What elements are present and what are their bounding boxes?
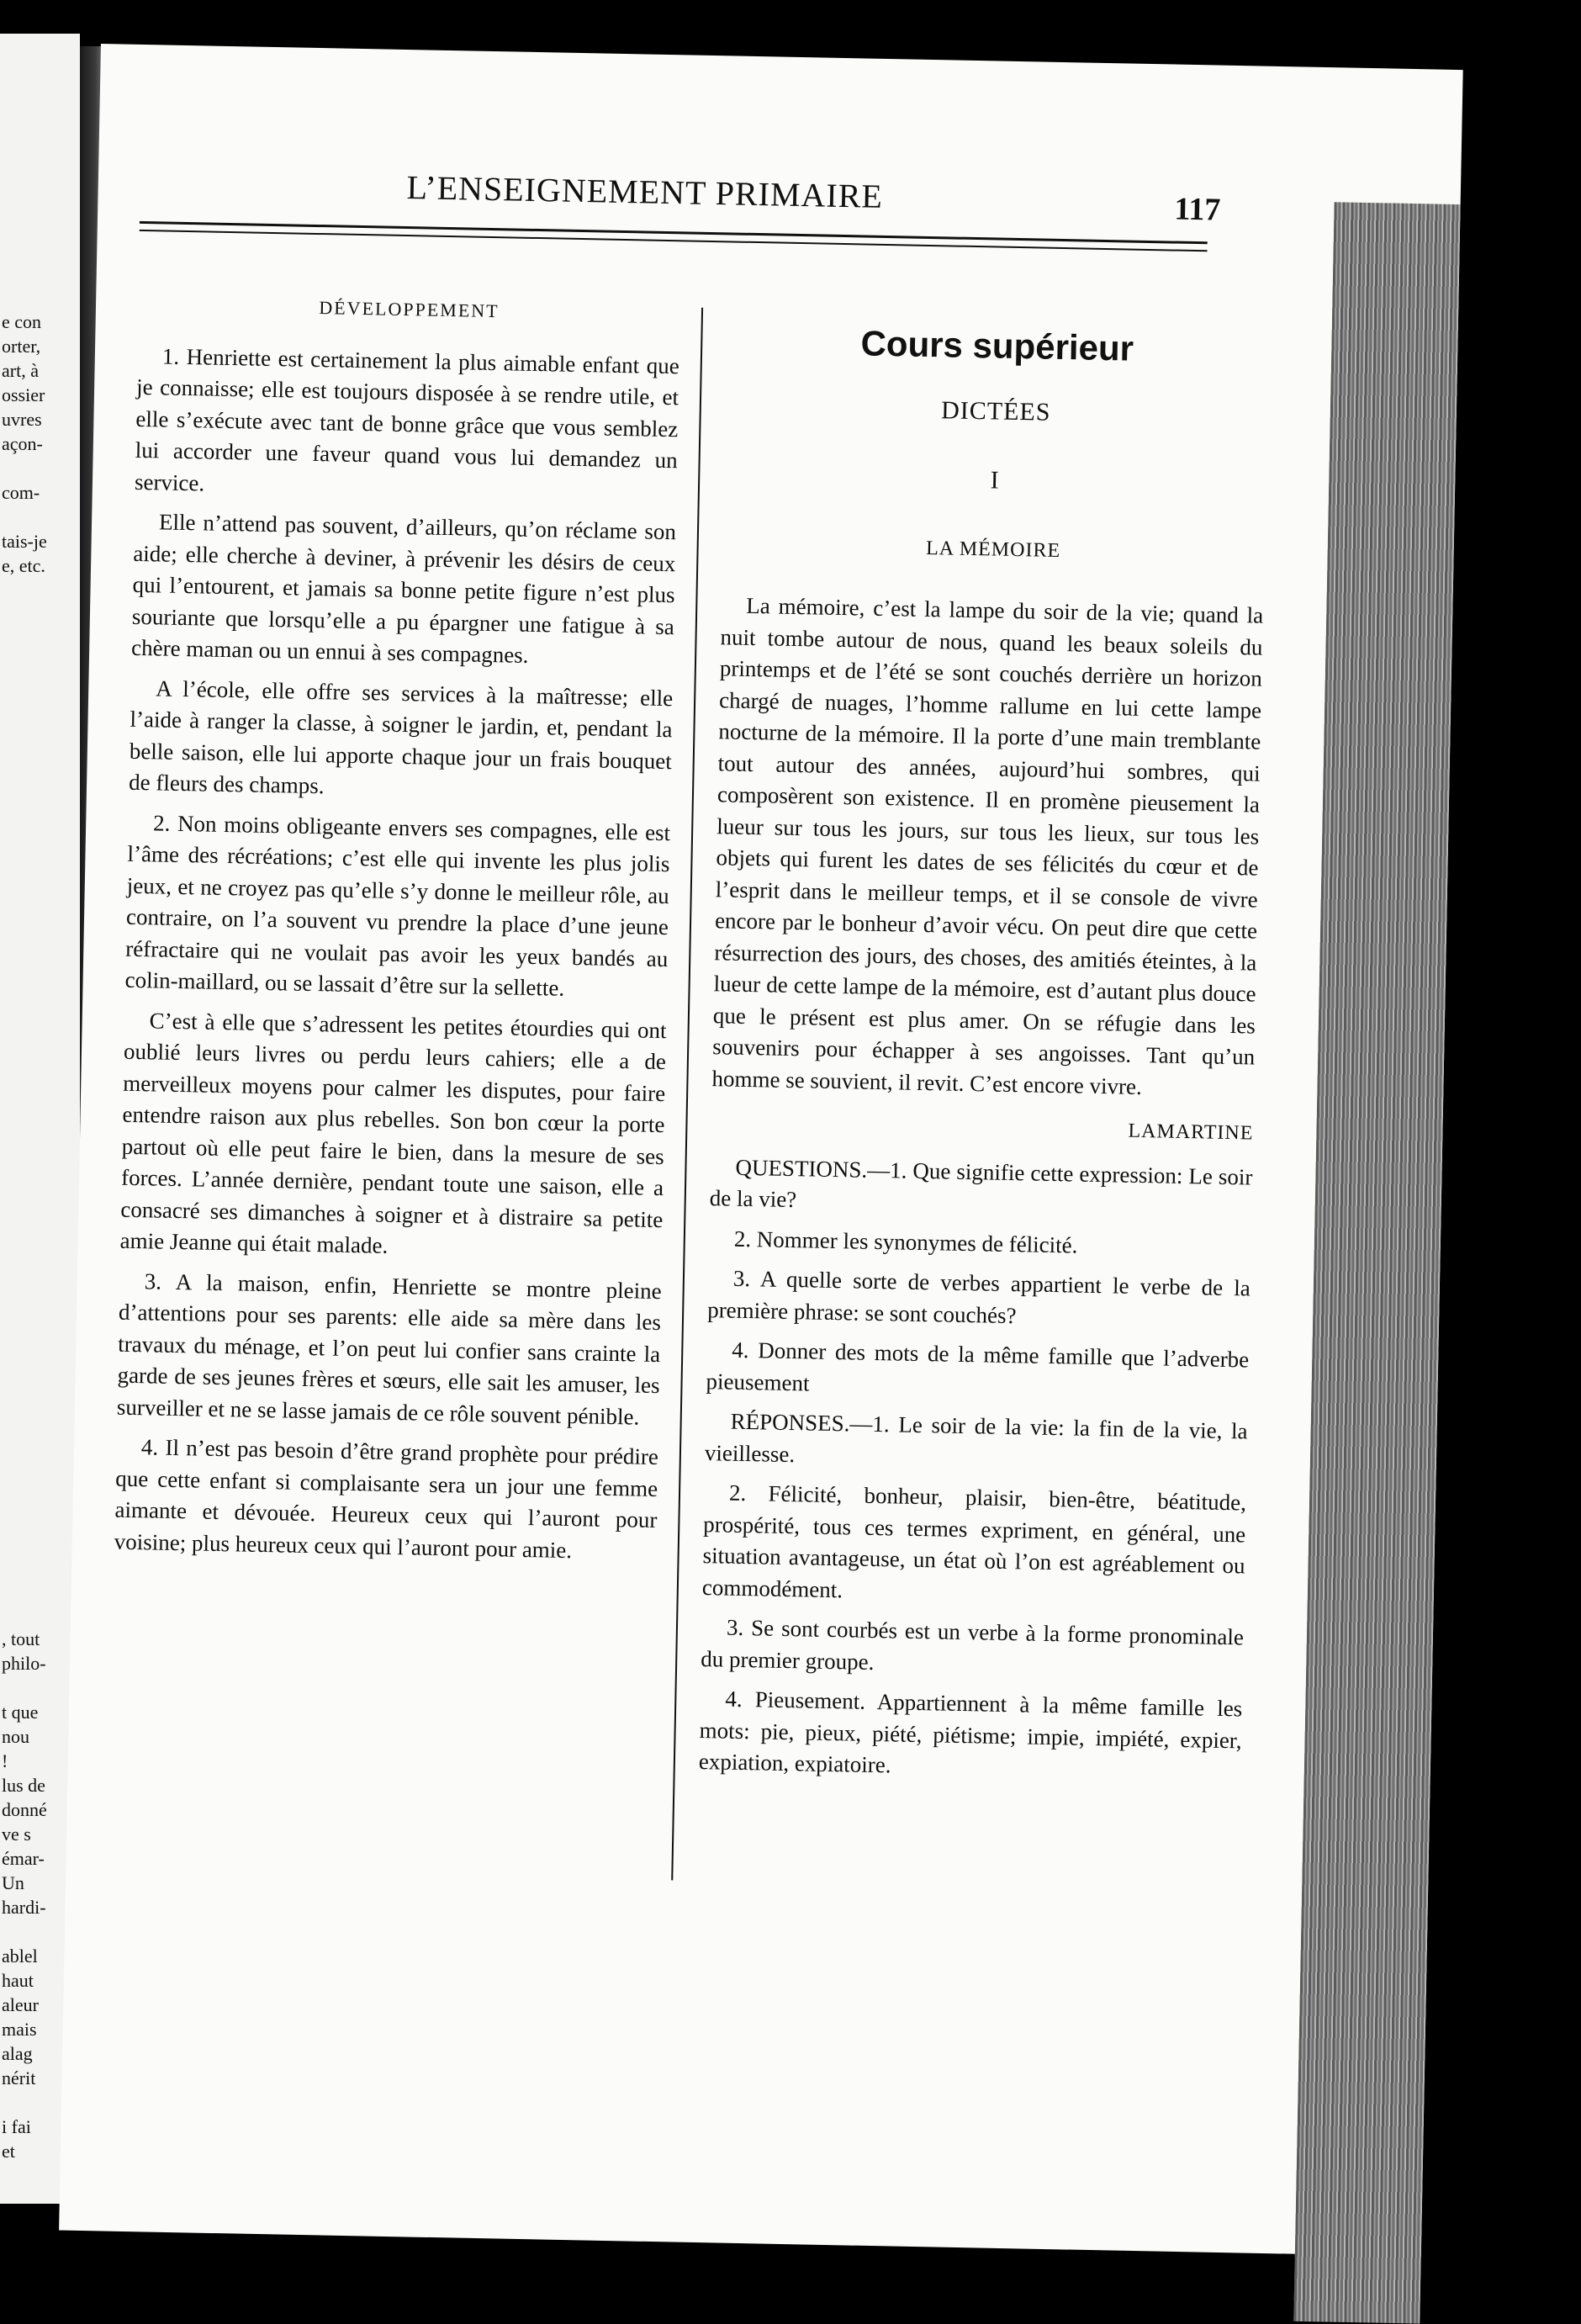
facing-page-text-fragment: ! xyxy=(2,1750,8,1771)
section-title: DICTÉES xyxy=(940,395,1051,426)
facing-page-text-fragment: uvres xyxy=(2,409,42,430)
column-divider xyxy=(671,308,703,1881)
facing-page-text-fragment: tais-je xyxy=(2,531,47,552)
facing-page-text-fragment: alag xyxy=(2,2043,33,2064)
facing-page-text-fragment: émar- xyxy=(2,1848,45,1869)
facing-page-text-fragment: e, etc. xyxy=(2,555,45,576)
running-head: L’ENSEIGNEMENT PRIMAIRE xyxy=(406,168,884,215)
facing-page-text-fragment: com- xyxy=(2,482,40,503)
paragraph: 4. Il n’est pas besoin d’être grand prophète pour prédire que cette enfant si complaisante sera un jour une femme aimante et dévouée. Heureux ceux qui l’auront pour voisine; plus heureux ceux qui l’auront pour amie. xyxy=(114,1434,659,1563)
book-page xyxy=(59,44,1463,2257)
facing-page-text-fragment: ablel xyxy=(2,1945,38,1967)
left-column xyxy=(114,289,680,1576)
facing-page-text-fragment: Un xyxy=(2,1872,24,1893)
facing-page-text-fragment: mais xyxy=(2,2019,37,2040)
paragraph: Elle n’attend pas souvent, d’ailleurs, qu’on réclame son aide; elle cherche à deviner, à prévenir les désirs de ceux qui l’entourent, et jamais sa bonne petite figure n’est plus souriante que lorsqu’elle a pu épargner une fatigue à sa chère maman ou un ennui à ses compagnes. xyxy=(130,509,677,668)
question: 2. Nommer les synonymes de félicité. xyxy=(733,1226,1078,1258)
question: 3. A quelle sorte de verbes appartient le verbe de la première phrase: se sont couchés? xyxy=(706,1265,1251,1328)
section-heading-developpement: DÉVELOPPEMENT xyxy=(319,297,500,322)
answer: 4. Pieusement. Appartiennent à la même famille les mots: pie, pieux, piété, piétisme; impie, impiété, expier, expiation, expiatoire. xyxy=(698,1686,1243,1778)
course-title: Cours supérieur xyxy=(860,323,1134,368)
facing-page-text-fragment: açon- xyxy=(2,433,43,454)
answer: 2. Félicité, bonheur, plaisir, bien-être, béatitude, prospérité, tous ces termes expriment, en général, une situation avantageuse, un état où l’on est agréablement ou commodément. xyxy=(701,1480,1247,1602)
page-number: 117 xyxy=(1174,191,1221,228)
answer: 3. Se sont courbés est un verbe à la forme pronominale du premier groupe. xyxy=(700,1614,1245,1675)
dictation-text: La mémoire, c’est la lampe du soir de la vie; quand la nuit tombe autour de nous, quand les beaux soleils du printemps et de l’été se sont couchés derrière un horizon chargé de nuages, l’homme rallume en lui cette lampe nocturne de la mémoire. Il la porte d’une main tremblante tout autour des années, aujourd’hui sombres, qui composèrent son existence. Il en promène pieusement la lueur sur tous les jours, sur tous les lieux, sur tous les objets qui furent les dates de ses félicités du cœur et de l’esprit dans le meilleur temps, et il se console de vivre encore par le bonheur d’avoir vécu. On peut dire que cette résurrection des jours, des choses, des amitiés éteintes, à la lueur de cette lampe de la mémoire, est d’autant plus douce que le présent est plus amer. On se réfugie dans les souvenirs pour échapper à ses angoisses. Tant qu’un homme se souvient, il revit. C’est encore vivre. xyxy=(711,592,1264,1099)
facing-page-text-fragment: lus de xyxy=(2,1775,45,1796)
facing-page-text-fragment: ossier xyxy=(2,384,45,405)
paragraph: 2. Non moins obligeante envers ses compagnes, elle est l’âme des récréations; c’est elle qui invente les plus jolis jeux, et ne croyez pas qu’elle s’y donne le meilleur rôle, au contraire, on l’a souvent vu prendre la place d’une jeune réfractaire qui ne voulait pas avoir les yeux bandés au colin-maillard, ou se lassait d’être sur la sellette. xyxy=(124,809,671,1001)
facing-page-text-fragment: donné xyxy=(2,1799,47,1820)
facing-page-text-fragment: nérit xyxy=(2,2067,36,2088)
facing-page-text-fragment: philo- xyxy=(2,1653,46,1674)
facing-page-text-fragment: et xyxy=(2,2141,15,2162)
facing-page-text-fragment: hardi- xyxy=(2,1897,46,1918)
facing-page-text-fragment: orter, xyxy=(2,336,41,357)
paragraph: C’est à elle que s’adressent les petites étourdies qui ont oublié leurs livres ou perdu leurs cahiers; elle a de merveilleux moyens pour calmer les disputes, pour faire entendre raison aux plus rebelles. Son bon cœur la porte partout où elle peut faire le bien, dans la mesure de ses forces. L’année dernière, pendant toute une saison, elle a consacré ses dimanches à soigner et à distraire sa petite amie Jeanne qui était malade. xyxy=(119,1007,667,1258)
facing-page-text-fragment: haut xyxy=(2,1970,34,1991)
paragraph: A l’école, elle offre ses services à la maîtresse; elle l’aide à ranger la classe, à soigner le jardin, et, pendant la belle saison, elle lui apporte chaque jour un frais bouquet de fleurs des champs. xyxy=(128,675,674,799)
facing-page-text-fragment: nou xyxy=(2,1726,29,1747)
dictation-number: I xyxy=(990,466,1000,495)
facing-page-text-fragment: t que xyxy=(2,1702,39,1723)
question: 4. Donner des mots de la même famille que l’adverbe pieusement xyxy=(706,1337,1250,1395)
dictation-title: LA MÉMOIRE xyxy=(925,537,1061,562)
answer: RÉPONSES.—1. Le soir de la vie: la fin de la vie, la vieillesse. xyxy=(704,1408,1248,1467)
paragraph: 1. Henriette est certainement la plus aimable enfant que je connaisse; elle est toujours disposée à se rendre utile, et elle s’exécute avec tant de bonne grâce que vous semblez lui accorder une faveur quand vous lui demandez un service. xyxy=(134,342,680,495)
question: QUESTIONS.—1. Que signifie cette expression: Le soir de la vie? xyxy=(709,1154,1253,1213)
facing-page-text-fragment: e con xyxy=(2,311,42,332)
facing-page-text-fragment: i fai xyxy=(2,2116,31,2137)
page-edges xyxy=(1293,202,1460,2323)
facing-page-text-fragment: ve s xyxy=(2,1824,31,1845)
paragraph: 3. A la maison, enfin, Henriette se montre pleine d’attentions pour ses parents: elle aide sa mère dans les travaux du ménage, et l’on peut lui confier sans crainte la garde de ses jeunes frères et sœurs, elle sait les amuser, les surveiller et ne se lasse jamais de ce rôle souvent pénible. xyxy=(116,1268,662,1430)
right-column xyxy=(698,325,1268,1797)
author: LAMARTINE xyxy=(1128,1120,1254,1145)
facing-page-text-fragment: aleur xyxy=(2,1994,39,2015)
facing-page-text-fragment: art, à xyxy=(2,360,39,381)
facing-page-text-fragment: , tout xyxy=(2,1628,40,1649)
